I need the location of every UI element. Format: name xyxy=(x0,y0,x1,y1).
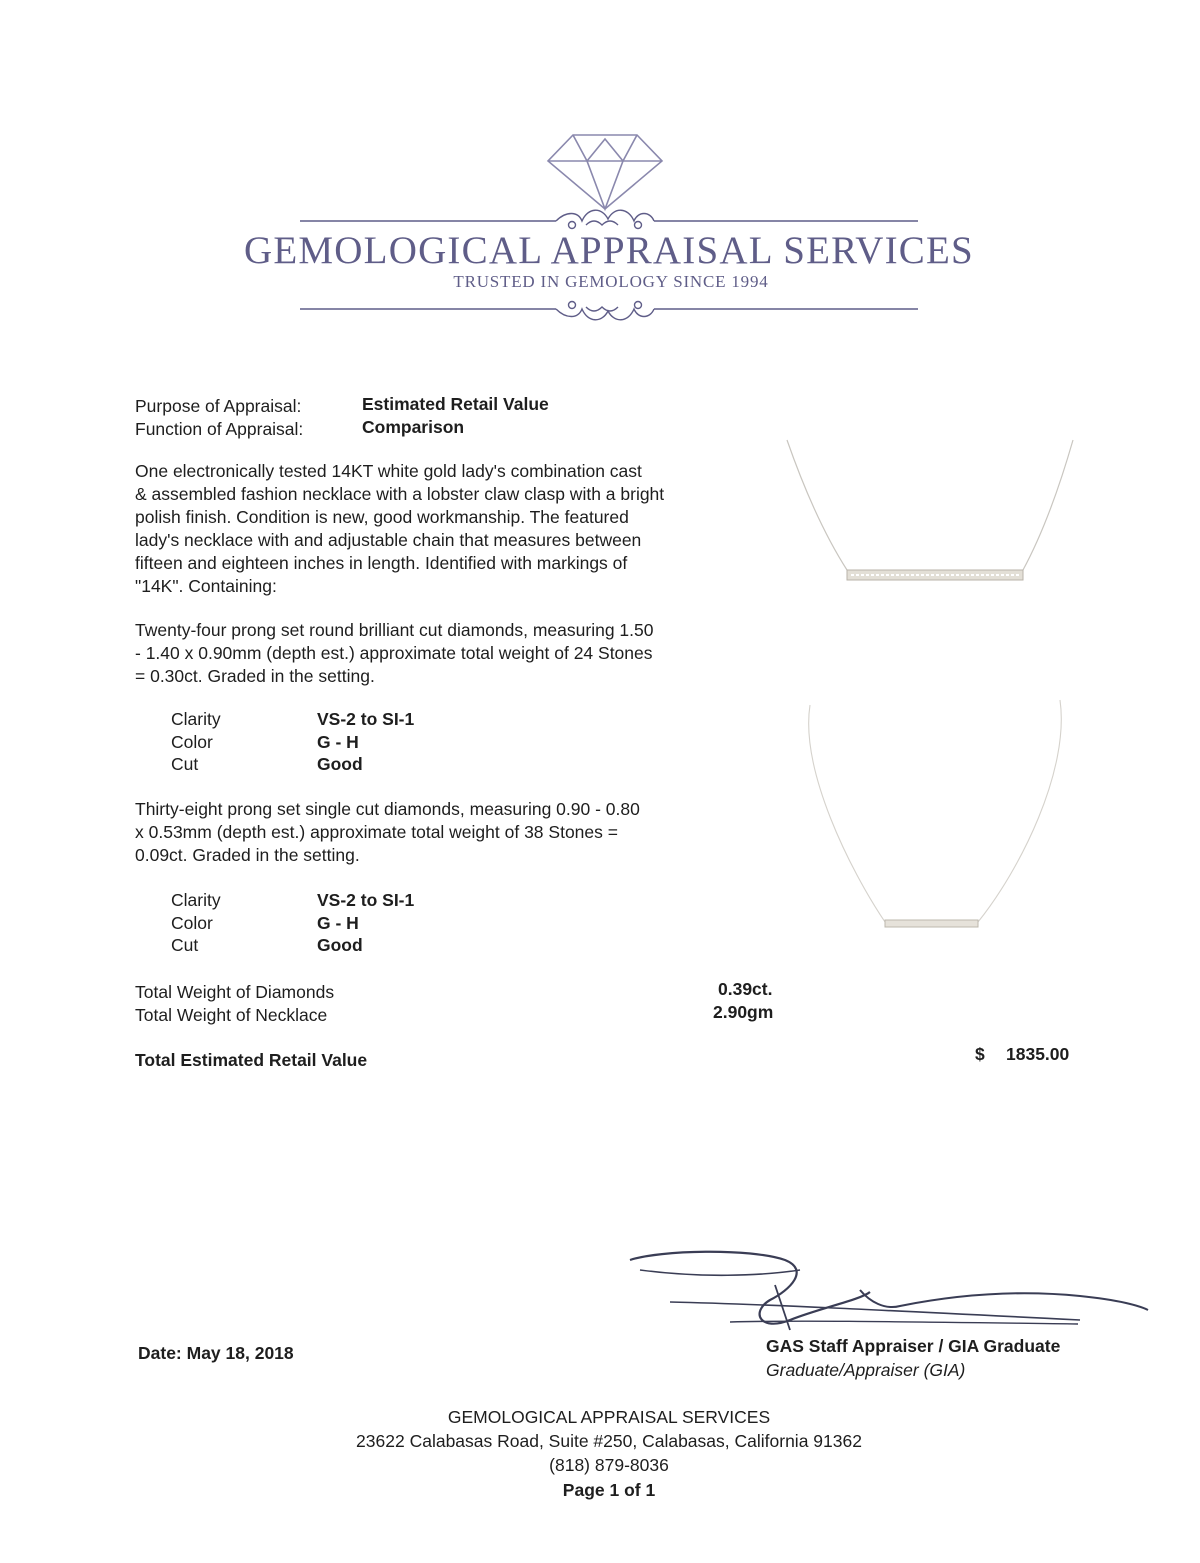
function-value: Comparison xyxy=(362,417,465,437)
appraiser-subtitle: Graduate/Appraiser (GIA) xyxy=(766,1360,966,1380)
signature xyxy=(600,1240,1160,1340)
ornament-top xyxy=(300,210,918,228)
company-name: GEMOLOGICAL APPRAISAL SERVICES xyxy=(244,229,974,272)
footer-phone: (818) 879-8036 xyxy=(549,1455,669,1475)
item-description: One electronically tested 14KT white gold lady's combination cast & assembled fashion necklace with a lobster claw clasp with a bright polish finish. Condition is new, good workmanship. The featured lady's necklace with and adjustable chain that measures between fifteen and eighteen inches in length. Identified with markings of "14K". Containing: xyxy=(135,461,665,596)
page-number: Page 1 of 1 xyxy=(562,1480,656,1500)
total-necklace-weight-label: Total Weight of Necklace xyxy=(135,1005,328,1025)
footer-address: 23622 Calabasas Road, Suite #250, Calabasas, California 91362 xyxy=(356,1431,862,1451)
spec-value: Good xyxy=(317,754,363,774)
spec-label: Color xyxy=(171,732,213,752)
currency-symbol: $ xyxy=(975,1044,985,1064)
spec-label: Clarity xyxy=(171,709,221,729)
spec-label: Clarity xyxy=(171,890,221,910)
purpose-value: Estimated Retail Value xyxy=(362,394,549,414)
necklace-photo-full xyxy=(790,690,1080,940)
necklace-photo-closeup xyxy=(775,430,1085,600)
spec-value: G - H xyxy=(317,732,359,752)
retail-value-amount: 1835.00 xyxy=(1006,1044,1070,1064)
diamond-icon xyxy=(548,135,662,209)
stone-group-1-specs xyxy=(171,708,571,778)
footer-company: GEMOLOGICAL APPRAISAL SERVICES xyxy=(447,1407,771,1427)
stone-group-1-description: Twenty-four prong set round brilliant cut diamonds, measuring 1.50 - 1.40 x 0.90mm (depth est.) approximate total weight of 24 Stones = 0.30ct. Graded in the setting. xyxy=(135,620,654,686)
total-diamond-weight-label: Total Weight of Diamonds xyxy=(135,982,335,1002)
stone-group-2-description: Thirty-eight prong set single cut diamonds, measuring 0.90 - 0.80 x 0.53mm (depth est.) approximate total weight of 38 Stones = 0.09ct. Graded in the setting. xyxy=(135,799,640,865)
company-tagline: TRUSTED IN GEMOLOGY SINCE 1994 xyxy=(453,272,769,291)
ornament-bottom xyxy=(300,302,918,320)
total-diamond-weight-value: 0.39ct. xyxy=(718,979,773,999)
spec-value: Good xyxy=(317,935,363,955)
spec-label: Cut xyxy=(171,935,199,955)
appraisal-date: Date: May 18, 2018 xyxy=(138,1343,294,1363)
function-label: Function of Appraisal: xyxy=(135,419,304,439)
retail-value-label: Total Estimated Retail Value xyxy=(135,1050,368,1070)
spec-label: Cut xyxy=(171,754,199,774)
total-necklace-weight-value: 2.90gm xyxy=(713,1002,774,1022)
spec-label: Color xyxy=(171,913,213,933)
appraiser-title: GAS Staff Appraiser / GIA Graduate xyxy=(766,1336,1061,1356)
spec-value: G - H xyxy=(317,913,359,933)
spec-value: VS-2 to SI-1 xyxy=(317,709,415,729)
purpose-label: Purpose of Appraisal: xyxy=(135,396,302,416)
stone-group-2-specs xyxy=(171,889,571,959)
spec-value: VS-2 to SI-1 xyxy=(317,890,415,910)
